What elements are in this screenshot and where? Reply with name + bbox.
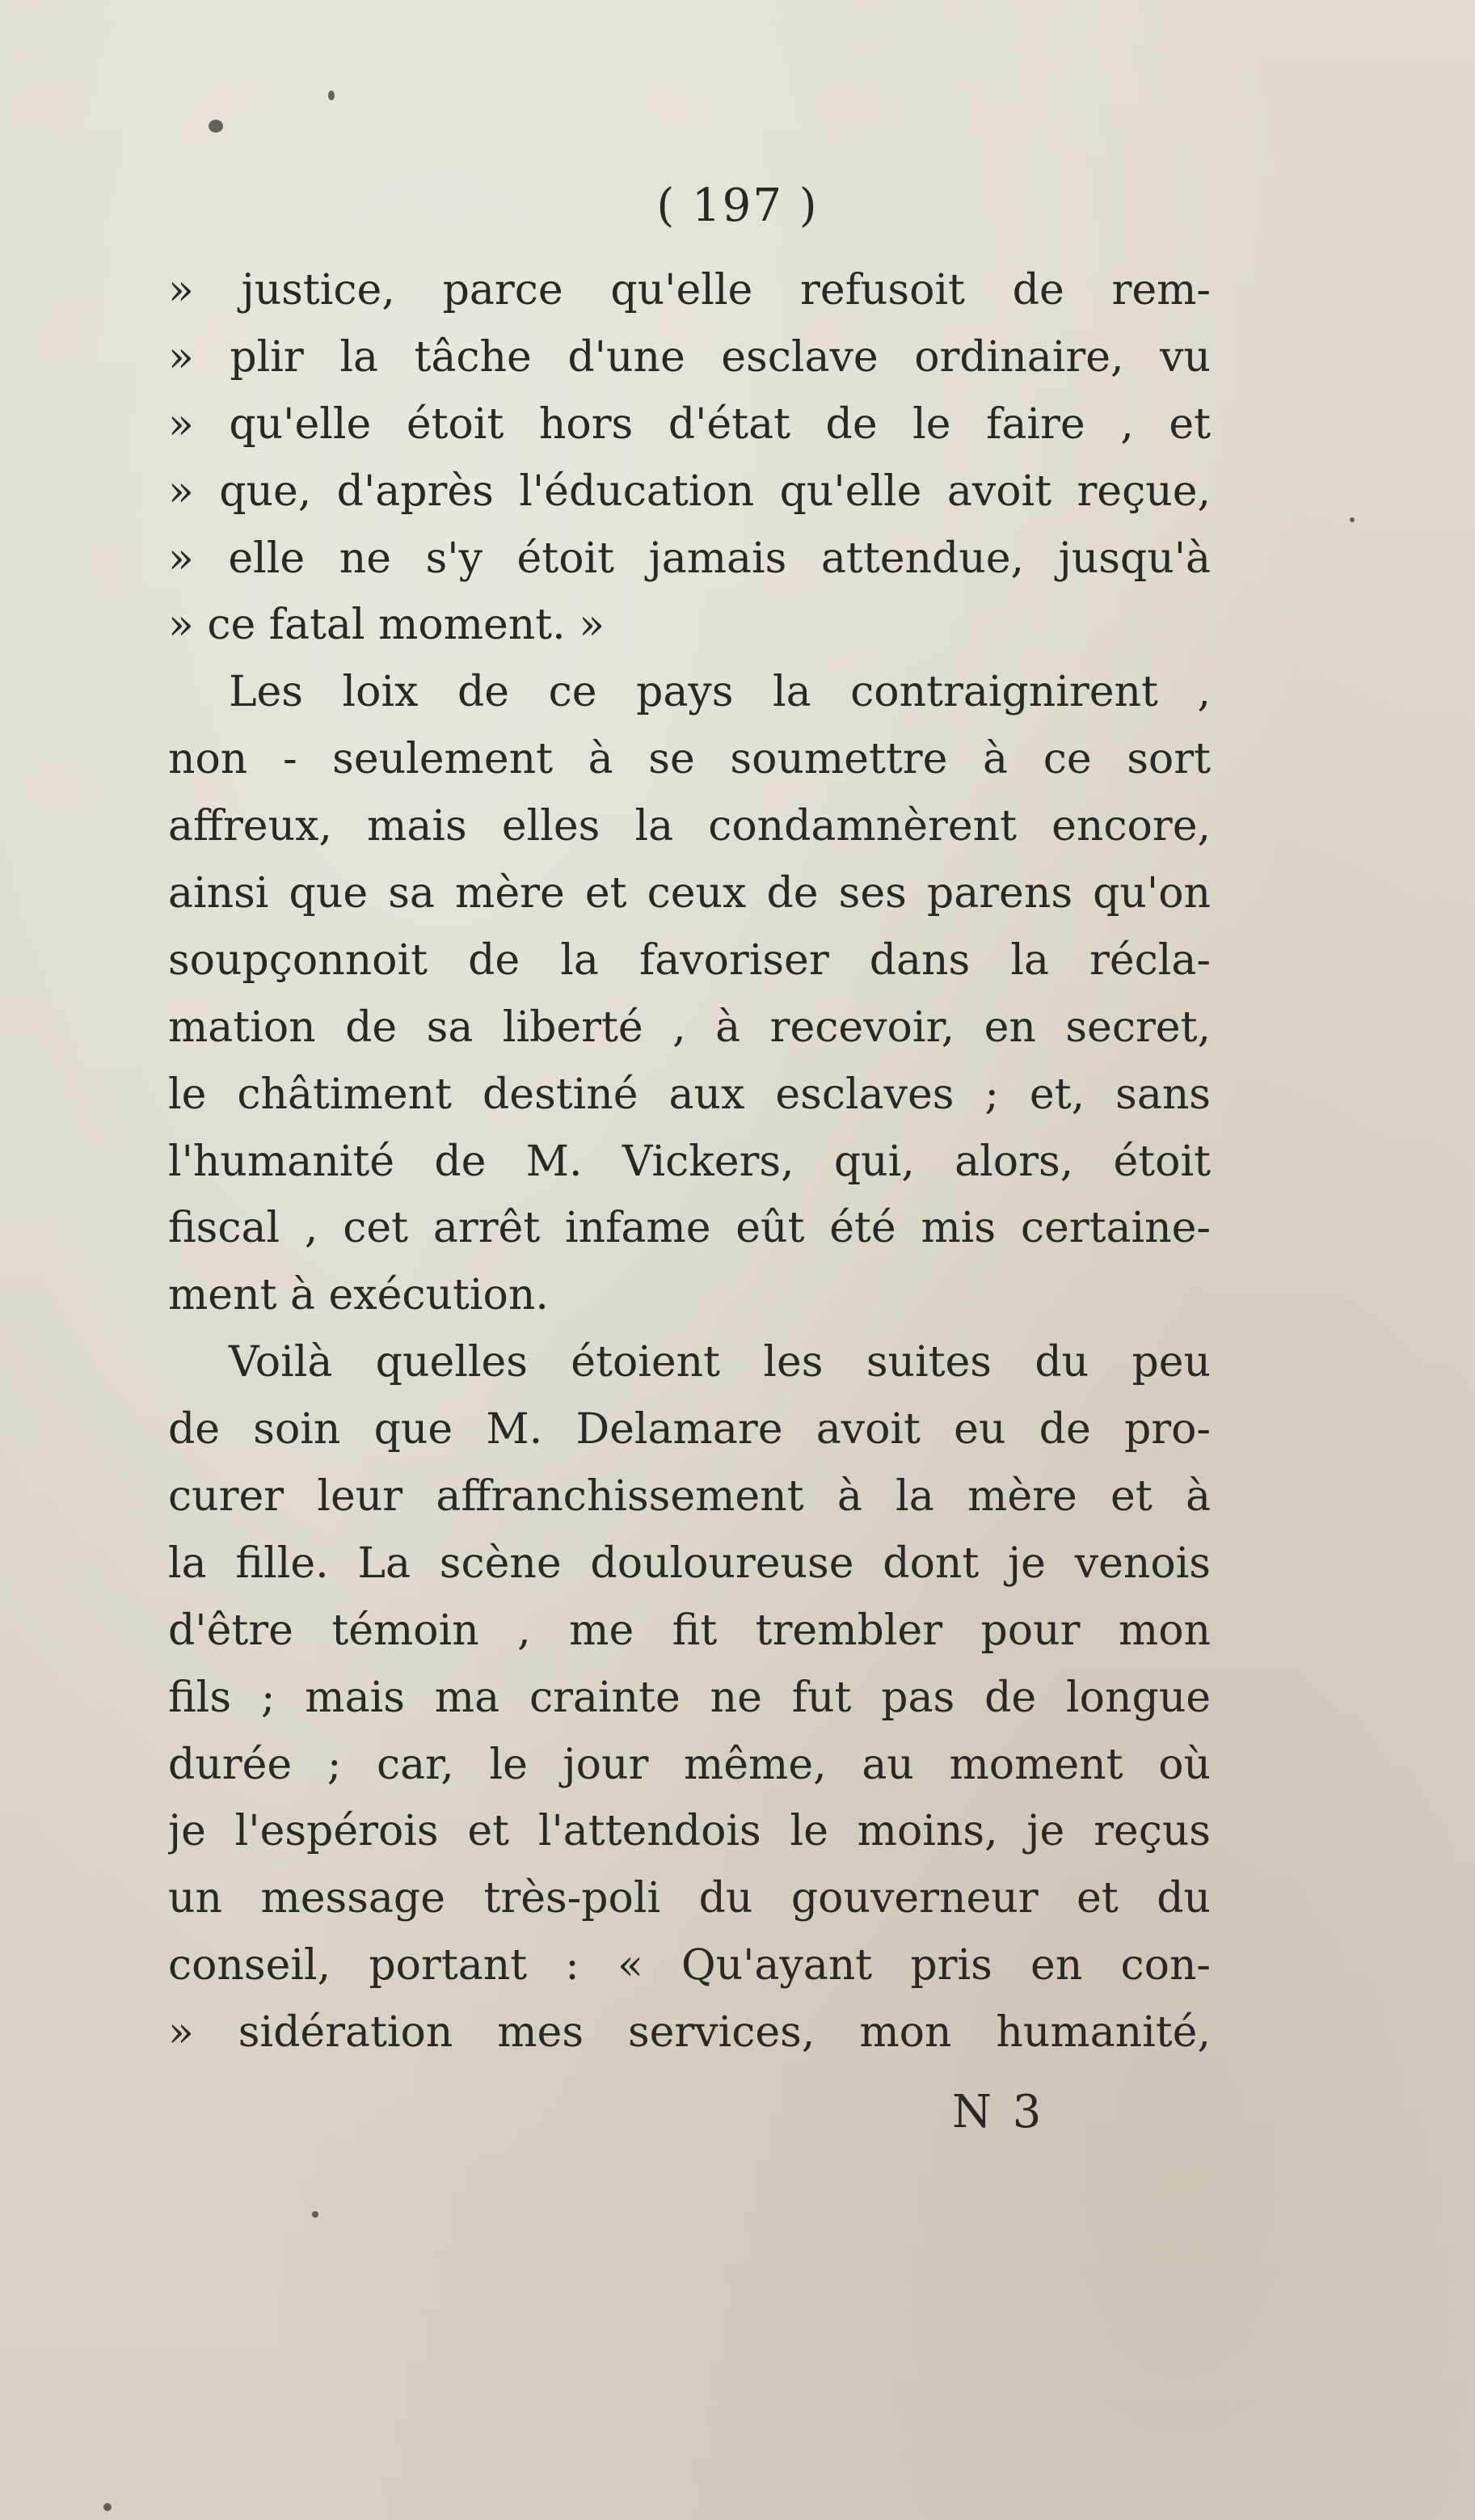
text-line: Les loix de ce pays la contraignirent , bbox=[229, 668, 1211, 717]
paper-speck bbox=[312, 2211, 318, 2218]
text-line: » plir la tâche d'une esclave ordinaire, vu bbox=[168, 332, 1211, 382]
paper-speck bbox=[1350, 517, 1355, 522]
text-line: conseil, portant : « Qu'ayant pris en con- bbox=[168, 1941, 1211, 1990]
signature-mark: N 3 bbox=[952, 2086, 1045, 2138]
text-line: » elle ne s'y étoit jamais attendue, jusqu'à bbox=[168, 534, 1211, 583]
text-line: » justice, parce qu'elle refusoit de rem- bbox=[168, 266, 1211, 314]
paper-speck bbox=[103, 2503, 112, 2511]
text-line: le châtiment destiné aux esclaves ; et, sans bbox=[168, 1070, 1211, 1119]
text-line: curer leur affranchissement à la mère et à bbox=[168, 1472, 1211, 1522]
text-line: de soin que M. Delamare avoit eu de pro- bbox=[168, 1405, 1211, 1454]
text-line: » sidération mes services, mon humanité, bbox=[168, 2008, 1211, 2058]
text-line: d'être témoin , me fit trembler pour mon bbox=[168, 1606, 1211, 1655]
text-line: un message très-poli du gouverneur et du bbox=[168, 1874, 1211, 1923]
paper-speck bbox=[328, 91, 335, 100]
text-line: » que, d'après l'éducation qu'elle avoit reçue, bbox=[168, 466, 1211, 516]
text-line: soupçonnoit de la favoriser dans la récla- bbox=[168, 935, 1211, 985]
page-number: ( 197 ) bbox=[656, 179, 819, 232]
text-line: Voilà quelles étoient les suites du peu bbox=[229, 1338, 1211, 1387]
text-line: je l'espérois et l'attendois le moins, je reçus bbox=[168, 1807, 1211, 1856]
text-line: » qu'elle étoit hors d'état de le faire , et bbox=[168, 399, 1211, 449]
paper-speck bbox=[209, 120, 223, 133]
text-line: affreux, mais elles la condamnèrent encore, bbox=[168, 802, 1211, 851]
text-line: durée ; car, le jour même, au moment où bbox=[168, 1740, 1211, 1789]
text-line: fiscal , cet arrêt infame eût été mis certaine- bbox=[168, 1204, 1211, 1253]
text-line: ment à exécution. bbox=[168, 1271, 549, 1320]
text-line: fils ; mais ma crainte ne fut pas de longue bbox=[168, 1673, 1211, 1722]
text-line: la fille. La scène douloureuse dont je venois bbox=[168, 1539, 1211, 1588]
text-line: ainsi que sa mère et ceux de ses parens qu'on bbox=[168, 869, 1211, 918]
text-line: » ce fatal moment. » bbox=[168, 601, 605, 650]
text-line: l'humanité de M. Vickers, qui, alors, étoit bbox=[168, 1137, 1211, 1186]
body-text bbox=[168, 257, 1211, 2066]
text-line: non - seulement à se soumettre à ce sort bbox=[168, 735, 1211, 784]
text-line: mation de sa liberté , à recevoir, en secret, bbox=[168, 1003, 1211, 1052]
